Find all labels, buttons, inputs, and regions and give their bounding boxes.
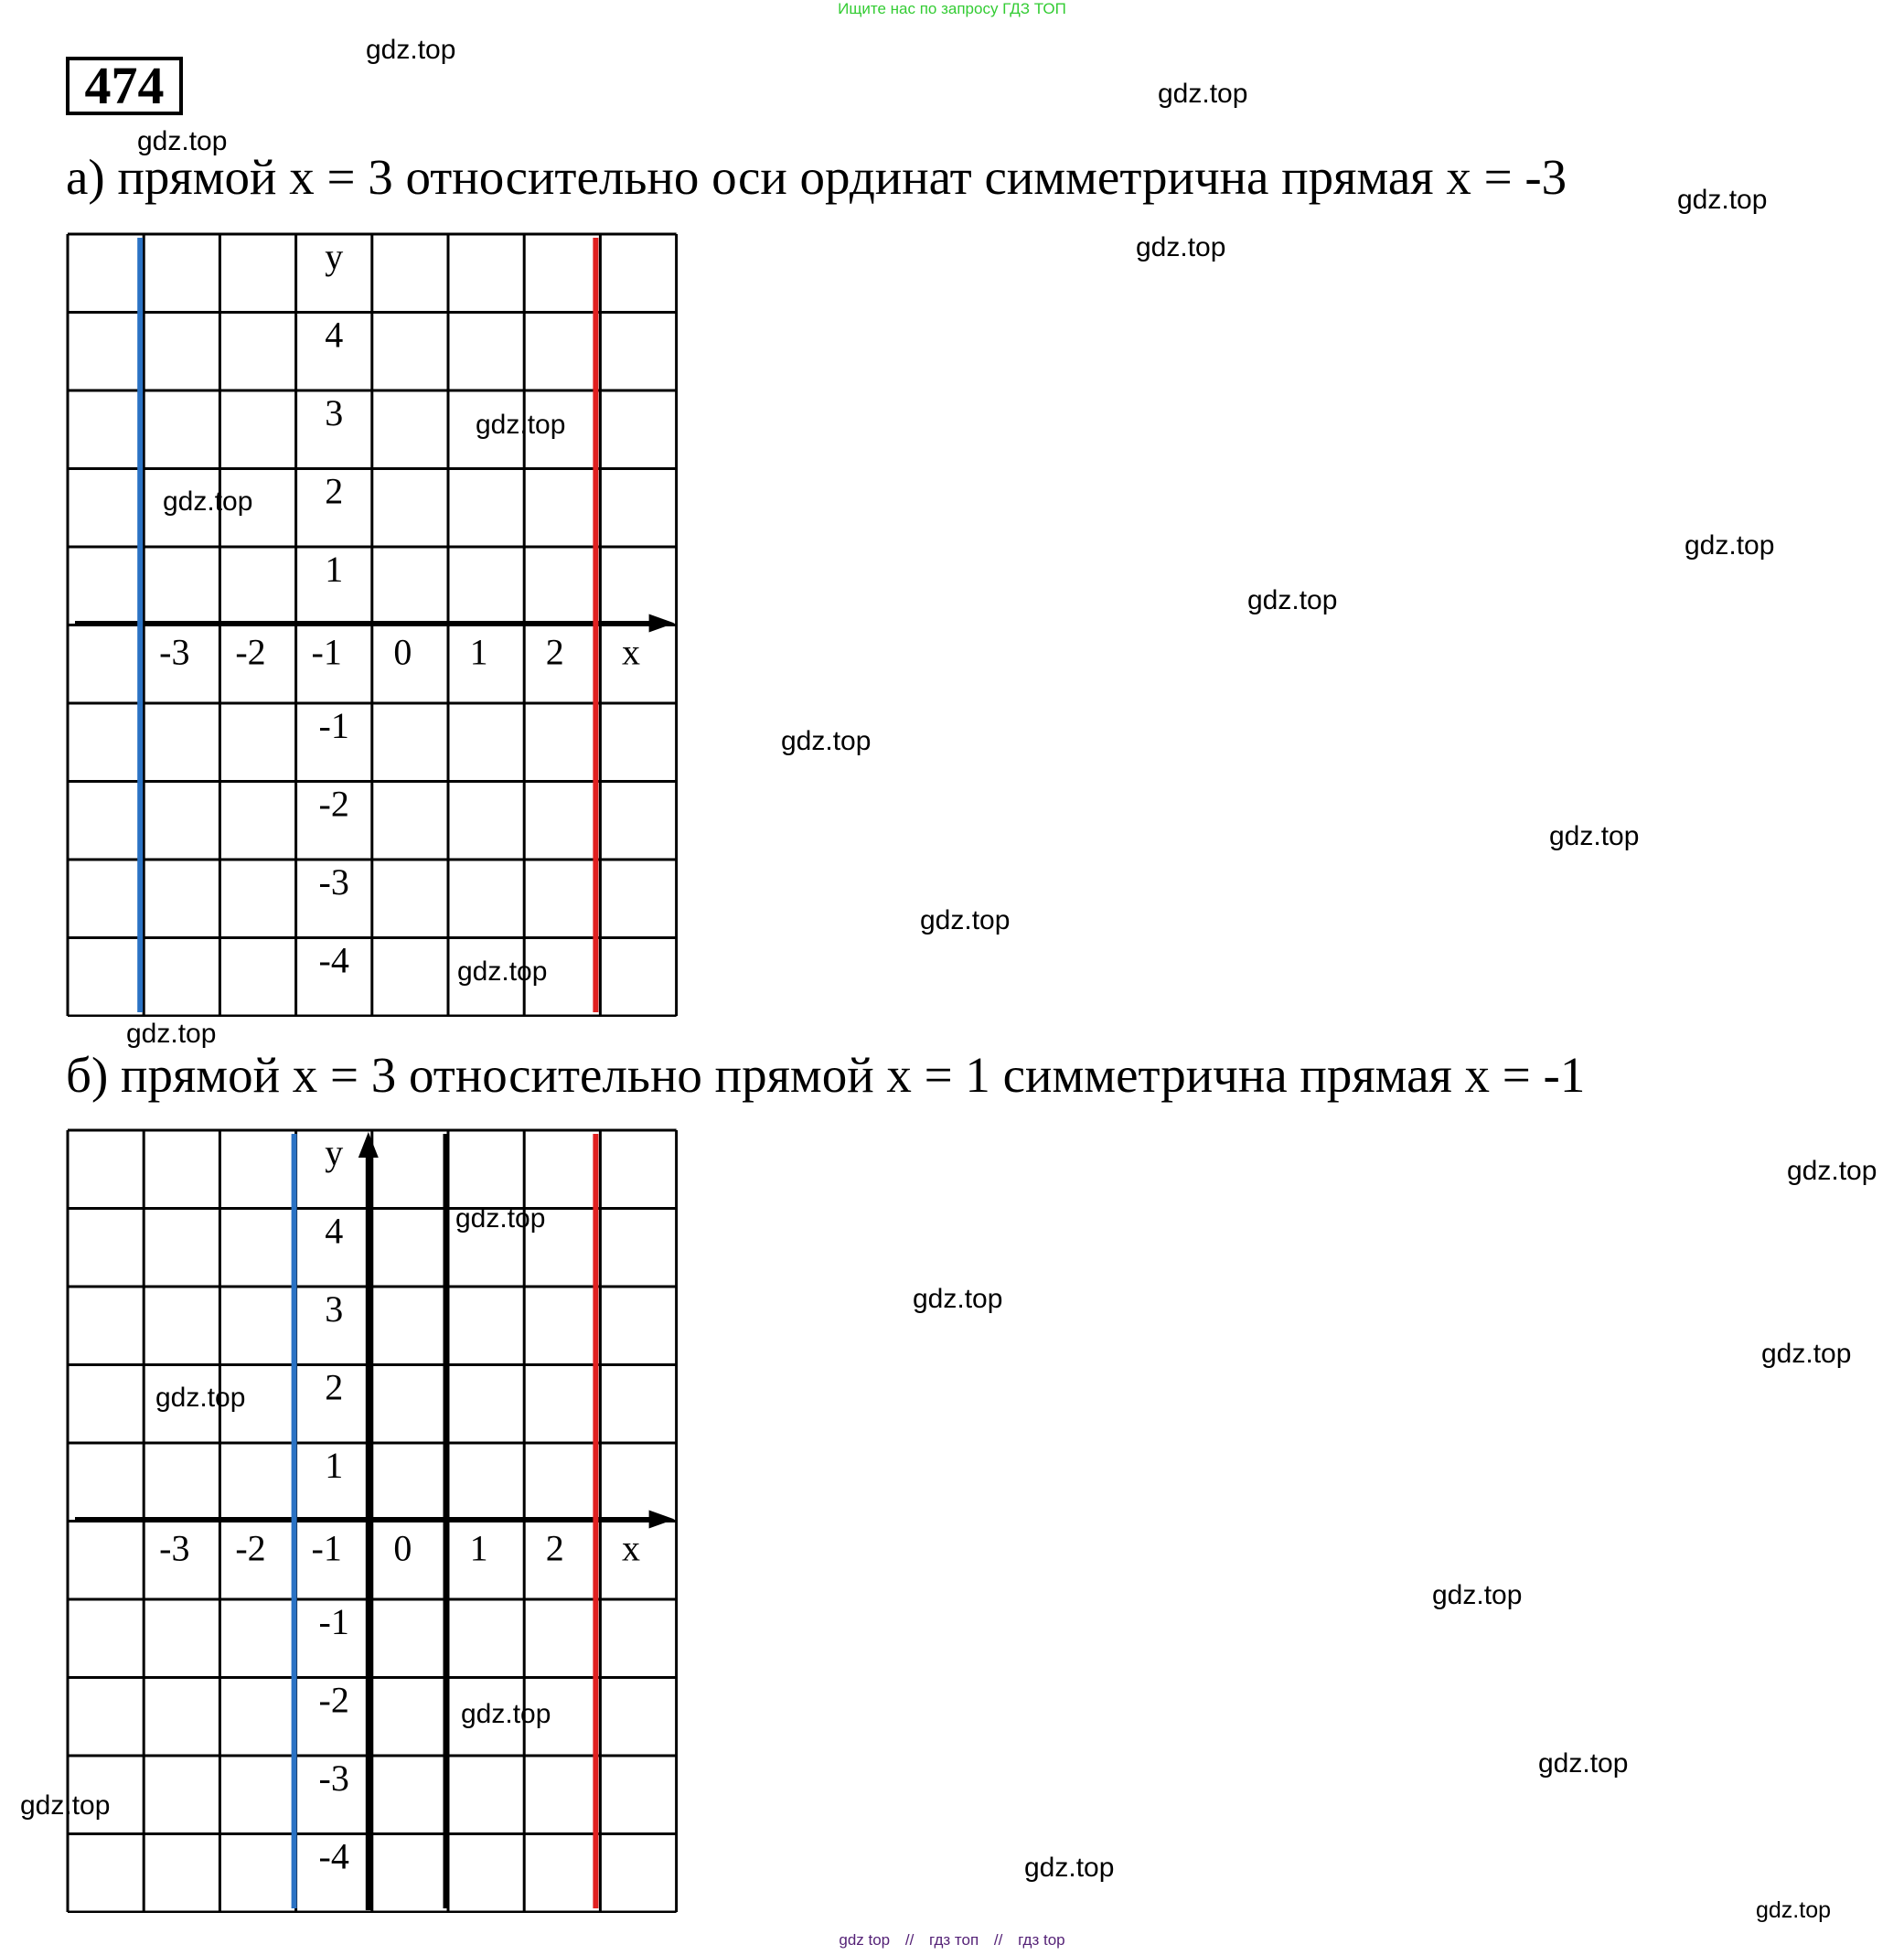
x-axis-arrow-icon	[649, 1511, 675, 1529]
y-tick-label: -1	[318, 1601, 349, 1642]
y-tick-label: 2	[325, 1366, 344, 1408]
watermark: gdz.top	[163, 486, 253, 517]
x-tick-label: -3	[159, 1527, 190, 1569]
watermark: gdz.top	[457, 956, 548, 987]
part-a-statement: а) прямой x = 3 относительно оси ординат симметрична прямая x = -3	[66, 149, 1567, 205]
graph-part-b	[66, 1128, 680, 1913]
watermark: gdz.top	[1761, 1339, 1852, 1369]
footer-link[interactable]: гдз top	[1018, 1931, 1065, 1949]
footer-separator: //	[993, 1931, 1003, 1949]
watermark: gdz.top	[476, 410, 566, 440]
footer-link[interactable]: gdz top	[839, 1931, 891, 1949]
problem-number: 474	[66, 57, 183, 115]
x-axis-arrow-icon	[649, 614, 675, 633]
x-tick-label: -1	[311, 1527, 342, 1569]
watermark: gdz.top	[1549, 821, 1640, 851]
footer-links	[0, 1931, 1904, 1950]
graph-part-a	[66, 232, 680, 1017]
x-tick-label: 1	[469, 1527, 488, 1569]
y-tick-label: -4	[318, 1835, 349, 1877]
watermark: gdz.top	[1538, 1748, 1629, 1779]
y-tick-label: 1	[325, 549, 344, 590]
watermark: gdz.top	[1787, 1156, 1877, 1186]
watermark: gdz.top	[1247, 585, 1338, 615]
watermark: gdz.top	[781, 726, 872, 756]
watermark: gdz.top	[20, 1790, 111, 1821]
x-tick-label: -3	[159, 631, 190, 673]
footer-separator: //	[904, 1931, 915, 1949]
watermark: gdz.top	[1432, 1580, 1523, 1610]
y-tick-label: 3	[325, 392, 344, 433]
y-tick-label: -4	[318, 939, 349, 981]
y-axis-label: y	[325, 1132, 344, 1173]
x-tick-label: 1	[469, 631, 488, 673]
y-tick-label: -2	[318, 1679, 349, 1721]
watermark: gdz.top	[920, 905, 1011, 935]
x-tick-label: 0	[393, 631, 412, 673]
top-note: Ищите нас по запросу ГДЗ ТОП	[838, 0, 1066, 17]
x-tick-label: 2	[545, 631, 564, 673]
y-tick-label: 4	[325, 1210, 344, 1252]
watermark: gdz.top	[1685, 530, 1775, 561]
x-axis-label: x	[622, 631, 640, 673]
x-tick-label: 2	[545, 1527, 564, 1569]
y-tick-label: 4	[325, 314, 344, 356]
y-tick-label: 2	[325, 470, 344, 512]
watermark: gdz.top	[461, 1699, 551, 1729]
watermark: gdz.top	[1756, 1897, 1832, 1923]
y-tick-label: -3	[318, 1757, 349, 1799]
watermark: gdz.top	[1158, 79, 1248, 109]
y-tick-label: 3	[325, 1288, 344, 1330]
watermark: gdz.top	[137, 126, 228, 156]
x-tick-label: 0	[393, 1527, 412, 1569]
watermark: gdz.top	[126, 1019, 217, 1049]
y-axis-label: y	[325, 236, 344, 277]
x-tick-label: -2	[235, 1527, 266, 1569]
y-tick-label: -1	[318, 705, 349, 746]
y-tick-label: -3	[318, 861, 349, 903]
watermark: gdz.top	[366, 35, 456, 65]
watermark: gdz.top	[1136, 232, 1226, 262]
part-b-statement: б) прямой x = 3 относительно прямой x = 1 симметрична прямая x = -1	[66, 1047, 1586, 1103]
x-axis-label: x	[622, 1527, 640, 1569]
watermark: gdz.top	[1024, 1853, 1115, 1883]
watermark: gdz.top	[155, 1383, 246, 1413]
watermark: gdz.top	[1677, 185, 1768, 215]
x-tick-label: -1	[311, 631, 342, 673]
watermark: gdz.top	[913, 1284, 1003, 1314]
y-axis-arrow-icon	[358, 1132, 379, 1158]
y-tick-label: 1	[325, 1445, 344, 1486]
y-tick-label: -2	[318, 783, 349, 825]
x-tick-label: -2	[235, 631, 266, 673]
footer-link[interactable]: гдз топ	[929, 1931, 979, 1949]
watermark: gdz.top	[455, 1203, 546, 1234]
